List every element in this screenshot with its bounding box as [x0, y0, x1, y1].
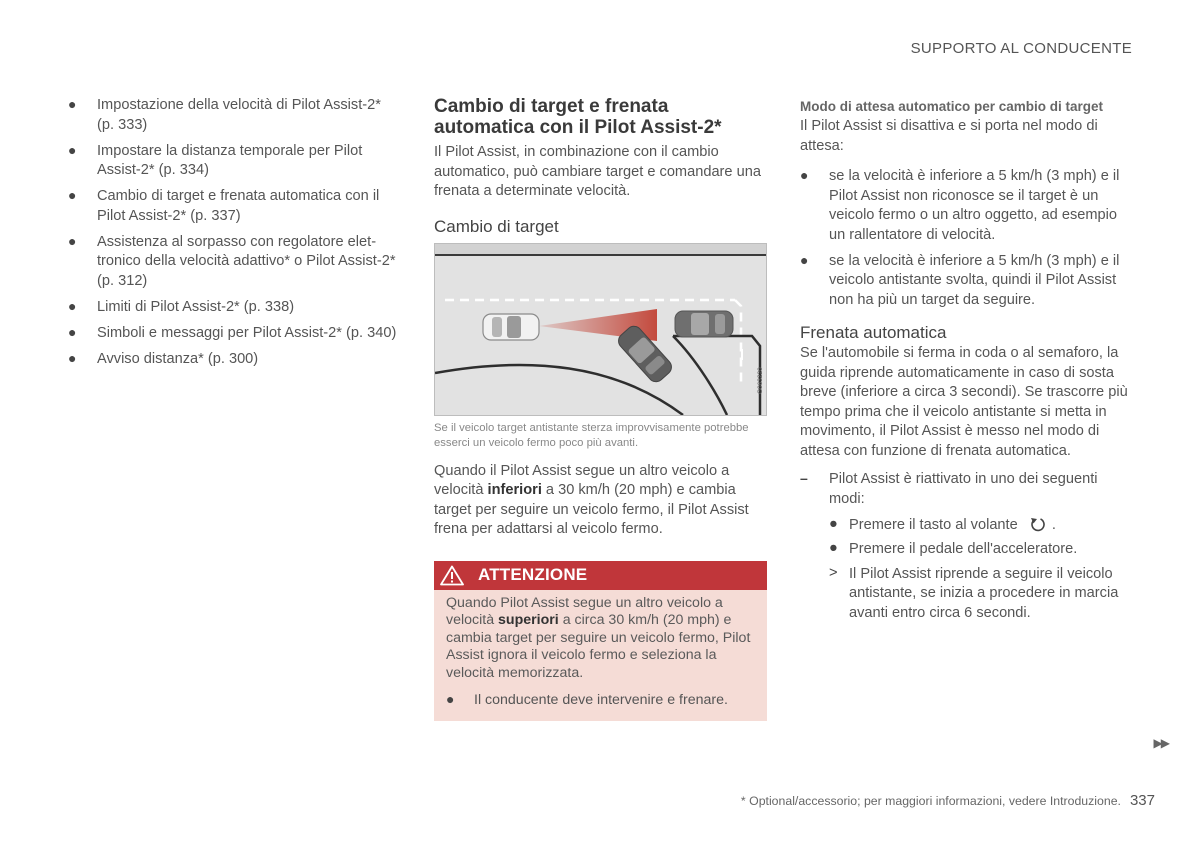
footnote: * Optional/accessorio; per maggiori informazioni, vedere Introduzione.: [740, 794, 1121, 808]
standby-column: [800, 96, 1135, 628]
standby-conditions-list: [800, 167, 1135, 310]
link-item[interactable]: ● Impostazione della velocità di Pilot Assist-2* (p. 333): [68, 96, 381, 133]
sub-heading-auto-brake: Frenata automatica: [800, 323, 947, 342]
link-item[interactable]: ● Cambio di target e frenata automatica con il Pilot Assist-2* (p. 337): [68, 187, 380, 224]
related-links-column: [68, 96, 398, 376]
target-change-illustration: [434, 243, 767, 416]
bullet-icon: ●: [68, 349, 77, 366]
page-number: 337: [1129, 792, 1155, 809]
continue-arrow-icon: ▶▶: [1153, 736, 1168, 750]
reactivation-step: [800, 470, 1135, 509]
option-accelerator: ● Premere il pedale dell'acceleratore.: [829, 540, 1078, 557]
article-title: Cambio di target e frenata automatica con il Pilot Assist-2*: [434, 96, 722, 138]
target-change-paragraph: Quando il Pilot Assist segue un altro veicolo a velocità inferiori a 30 km/h (20 mph) e cambia target per seguire un veicolo fermo, il Pilot Assist frena per adattarsi al veicolo fermo.: [434, 462, 749, 537]
link-item[interactable]: ● Limiti di Pilot Assist-2* (p. 338): [68, 297, 295, 315]
bullet-icon: ●: [68, 232, 77, 249]
bullet-icon: ●: [68, 187, 77, 203]
warning-box: [434, 561, 767, 721]
warning-label: ATTENZIONE: [478, 565, 588, 584]
link-item[interactable]: ● Simboli e messaggi per Pilot Assist-2* (p. 340): [68, 323, 397, 341]
resume-arrow-icon: [1028, 516, 1048, 532]
main-article-column: [434, 96, 767, 721]
list-item: ● se la velocità è inferiore a 5 km/h (3 mph) e il veicolo antistante svolta, quindi il Pilot Assist non ha più un target da seguire.: [800, 251, 1120, 308]
list-item: ● se la velocità è inferiore a 5 km/h (3 mph) e il Pilot Assist non riconosce se il target è un veicolo fermo o un altro oggetto, ad esempio un rallentatore di velocità.: [800, 167, 1120, 243]
related-links-list: [68, 96, 398, 369]
own-car-icon: [483, 314, 539, 340]
article-intro: Il Pilot Assist, in combinazione con il cambio automatico, può cambiare target e comandare una frenata a determinate velocità.: [434, 144, 761, 199]
auto-brake-paragraph: Se l'automobile si ferma in coda o al semaforo, la guida riprende automaticamente in caso di sosta breve (inferiore a circa 3 secondi). Se trascorre più tempo prima che il veicolo antistante si metta in movimento, il Pilot Assist è messo nel modo di attesa con funzione di frenata automatica.: [800, 345, 1128, 459]
road-diagram: [435, 244, 766, 415]
reactivation-options: [800, 516, 1135, 624]
link-item[interactable]: ● Avviso distanza* (p. 300): [68, 349, 259, 367]
page-footer: [741, 792, 1155, 809]
bullet-icon: ●: [829, 540, 838, 556]
link-item[interactable]: ● Impostare la distanza temporale per Pilot Assist-2* (p. 334): [68, 141, 363, 178]
warning-text: Quando Pilot Assist segue un altro veicolo a velocità superiori a circa 30 km/h (20 mph) e cambia target per seguire un veicolo fermo, Pilot Assist ignora il veicolo fermo e seleziona la velocità memorizzata.: [446, 594, 751, 681]
bullet-icon: ●: [68, 141, 77, 158]
warning-bullet-list: [446, 691, 755, 711]
step-item: – Pilot Assist è riattivato in uno dei seguenti modi:: [800, 470, 1098, 507]
standby-intro: Il Pilot Assist si disattiva e si porta nel modo di attesa:: [800, 118, 1098, 154]
bullet-icon: ●: [68, 96, 77, 112]
bullet-icon: ●: [800, 251, 809, 268]
figure-caption: Se il veicolo target antistante sterza improvvisamente potrebbe esserci un veicolo fermo poco più avanti.: [434, 421, 749, 449]
result-arrow-icon: >: [829, 564, 838, 581]
option-result: > Il Pilot Assist riprende a seguire il veicolo antistante, se inizia a procedere in marcia avanti entro circa 6 secondi.: [829, 564, 1119, 621]
bullet-icon: ●: [68, 323, 77, 340]
link-item[interactable]: ● Assistenza al sorpasso con regolatore elet-tronico della velocità adattivo* o Pilot Assist-2* (p. 312): [68, 232, 396, 289]
figure-code: G063220: [757, 366, 764, 394]
section-header: SUPPORTO AL CONDUCENTE: [910, 40, 1132, 57]
standby-heading: Modo di attesa automatico per cambio di target: [800, 99, 1104, 114]
option-steering-button: ● Premere il tasto al volante .: [829, 515, 1056, 533]
bullet-icon: ●: [446, 691, 455, 707]
warning-header: [434, 561, 767, 590]
warning-triangle-icon: [440, 565, 464, 586]
stationary-car-icon: [675, 311, 733, 337]
sub-heading-target-change: Cambio di target: [434, 216, 559, 236]
bullet-icon: ●: [68, 297, 77, 314]
dash-icon: –: [800, 470, 808, 486]
bullet-icon: ●: [829, 515, 838, 532]
warning-body: [434, 590, 767, 721]
bullet-icon: ●: [800, 167, 809, 183]
warning-bullet: ● Il conducente deve intervenire e frenare.: [446, 691, 728, 708]
